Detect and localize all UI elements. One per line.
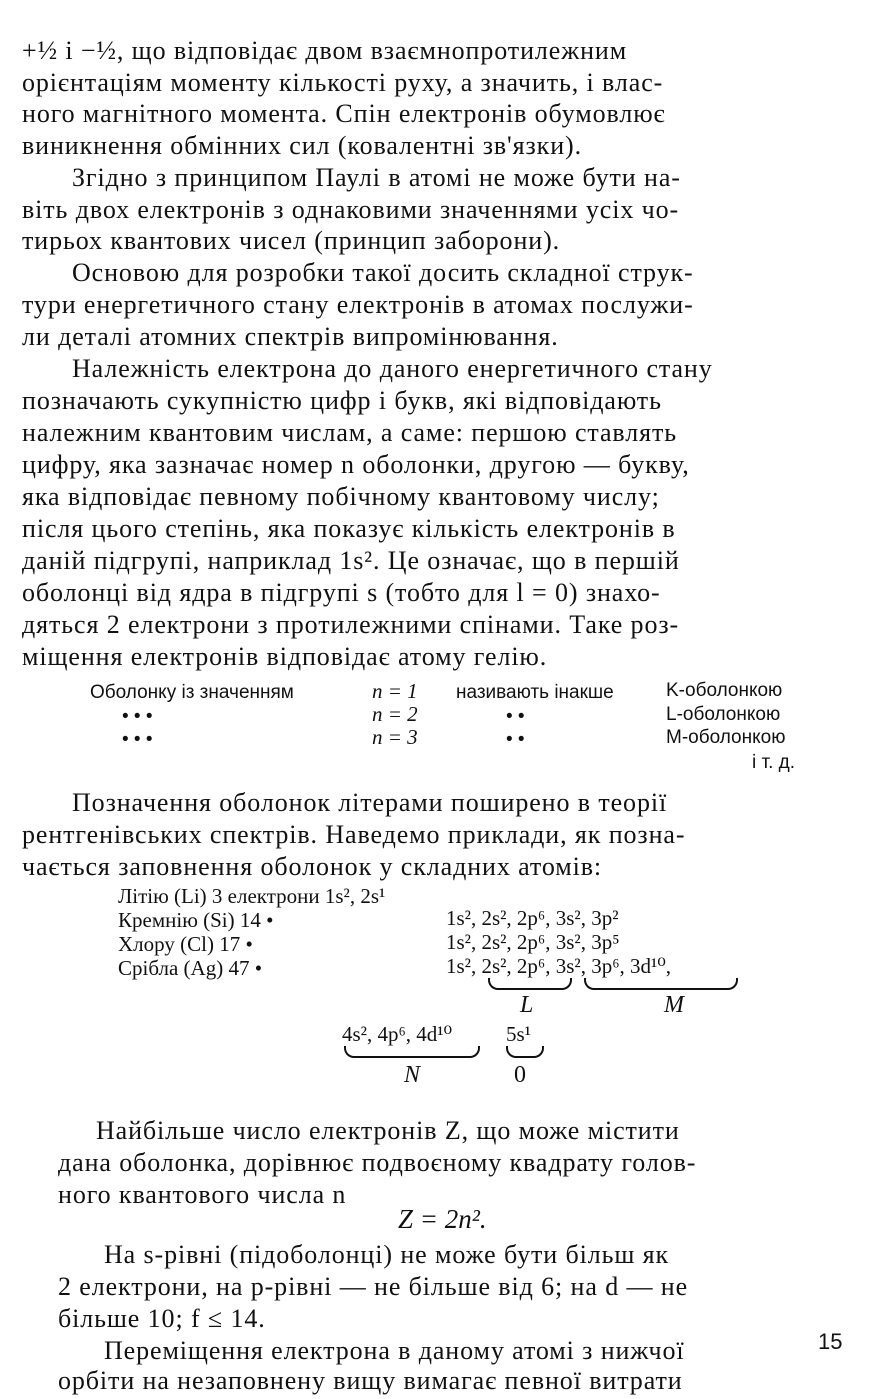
config-value: 1s², 2s², 2p⁶, 3s², 3p⁵ bbox=[446, 930, 620, 954]
text-line: Переміщення електрона в даному атомі з нижчої bbox=[104, 1336, 685, 1365]
text-line: міщення електронів відповідає атому гелію. bbox=[22, 642, 548, 671]
text-line: тирьох квантових чисел (принцип заборони). bbox=[22, 226, 561, 255]
text-line: орбіти на незаповнену вищу вимагає певної витрати bbox=[58, 1366, 683, 1395]
text-line: На s-рівні (підоболонці) не може бути більш як bbox=[104, 1240, 670, 1269]
shell-table-name: K-оболонкою bbox=[666, 680, 783, 701]
n-shell-brace bbox=[344, 1046, 480, 1058]
m-shell-brace bbox=[584, 978, 738, 990]
text-line: належним квантовим числам, а саме: першою ставлять bbox=[22, 418, 678, 447]
text-line: виникнення обмінних сил (ковалентні зв'язки). bbox=[22, 131, 582, 160]
text-line: дяться 2 електрони з протилежними спінами. Таке роз- bbox=[22, 610, 680, 639]
o-shell-label: 0 bbox=[514, 1062, 526, 1088]
shell-table-n: n = 1 bbox=[372, 679, 418, 703]
text-line: оболонці від ядра в підгрупі s (тобто для l = 0) знахо- bbox=[22, 578, 661, 607]
text-line: тури енергетичного стану електронів в атомах послужи- bbox=[22, 290, 694, 319]
shell-table-tail: • • bbox=[506, 706, 525, 727]
config-element: Кремнію (Si) 14 • bbox=[118, 908, 274, 932]
text-line: Найбільше число електронів Z, що може містити bbox=[96, 1116, 680, 1145]
text-line: ли деталі атомних спектрів випромінювання. bbox=[22, 322, 559, 351]
shell-table-tail: називають інакше bbox=[456, 682, 614, 703]
text-line: чається заповнення оболонок у складних атомів: bbox=[22, 852, 603, 881]
shell-table-tail: • • bbox=[506, 729, 525, 750]
text-line: Позначення оболонок літерами поширено в теорії bbox=[72, 788, 668, 817]
config-value: 1s², 2s², 2p⁶, 3s², 3p² bbox=[446, 906, 619, 930]
text-line: яка відповідає певному побічному квантовому числу; bbox=[22, 482, 660, 511]
shell-table-lead: Оболонку із значенням bbox=[90, 682, 294, 703]
config-element: Хлору (Cl) 17 • bbox=[118, 932, 253, 956]
text-line: цифру, яка зазначає номер n оболонки, другою — букву, bbox=[22, 450, 690, 479]
n-shell-config: 4s², 4p⁶, 4d¹⁰ bbox=[342, 1022, 453, 1046]
text-line: після цього степінь, яка показує кількість електронів в bbox=[22, 514, 676, 543]
text-line: 2 електрони, на p-рівні — не більше від 6; на d — не bbox=[58, 1272, 689, 1301]
n-shell-label: N bbox=[404, 1062, 421, 1088]
o-shell-brace bbox=[506, 1046, 544, 1058]
shell-table-etc: і т. д. bbox=[752, 752, 796, 773]
formula: Z = 2n². bbox=[398, 1204, 487, 1234]
text-line: дана оболонка, дорівнює подвоєному квадрату голов- bbox=[58, 1148, 697, 1177]
config-value: 1s², 2s², 2p⁶, 3s², 3p⁶, 3d¹⁰, bbox=[446, 954, 672, 978]
text-line: позначають сукупністю цифр і букв, які відповідають bbox=[22, 386, 662, 415]
text-line: ного квантового числа n bbox=[58, 1180, 347, 1209]
text-line: ного магнітного момента. Спін електронів обумовлює bbox=[22, 99, 666, 128]
shell-table-n: n = 2 bbox=[372, 702, 418, 726]
text-line: віть двох електронів з однаковими значеннями усіх чо- bbox=[22, 195, 680, 224]
shell-table-lead: • • • bbox=[122, 706, 153, 727]
l-shell-label: L bbox=[520, 992, 534, 1018]
shell-table-name: L-оболонкою bbox=[666, 704, 781, 725]
text-line: Згідно з принципом Паулі в атомі не може бути на- bbox=[72, 163, 681, 192]
text-line: рентгенівських спектрів. Наведемо приклади, як позна- bbox=[22, 820, 686, 849]
page-number: 15 bbox=[818, 1329, 843, 1354]
text-line: Належність електрона до даного енергетичного стану bbox=[72, 354, 713, 383]
config-element: Літію (Li) 3 електрони 1s², 2s¹ bbox=[118, 884, 386, 908]
m-shell-label: M bbox=[664, 992, 684, 1018]
o-shell-config: 5s¹ bbox=[506, 1022, 531, 1046]
shell-table-name: M-оболонкою bbox=[666, 727, 786, 748]
text-line: більше 10; f ≤ 14. bbox=[58, 1304, 266, 1333]
l-shell-brace bbox=[488, 978, 572, 990]
shell-table-n: n = 3 bbox=[372, 725, 418, 749]
text-line: орієнтаціям моменту кількості руху, а значить, і влас- bbox=[22, 68, 664, 97]
shell-table-lead: • • • bbox=[122, 729, 153, 750]
config-element: Срібла (Ag) 47 • bbox=[118, 956, 263, 980]
text-line: Основою для розробки такої досить складної струк- bbox=[72, 258, 694, 287]
text-line: +½ і −½, що відповідає двом взаємнопротилежним bbox=[22, 36, 628, 65]
text-line: даній підгрупі, наприклад 1s². Це означає, що в першій bbox=[22, 546, 680, 575]
